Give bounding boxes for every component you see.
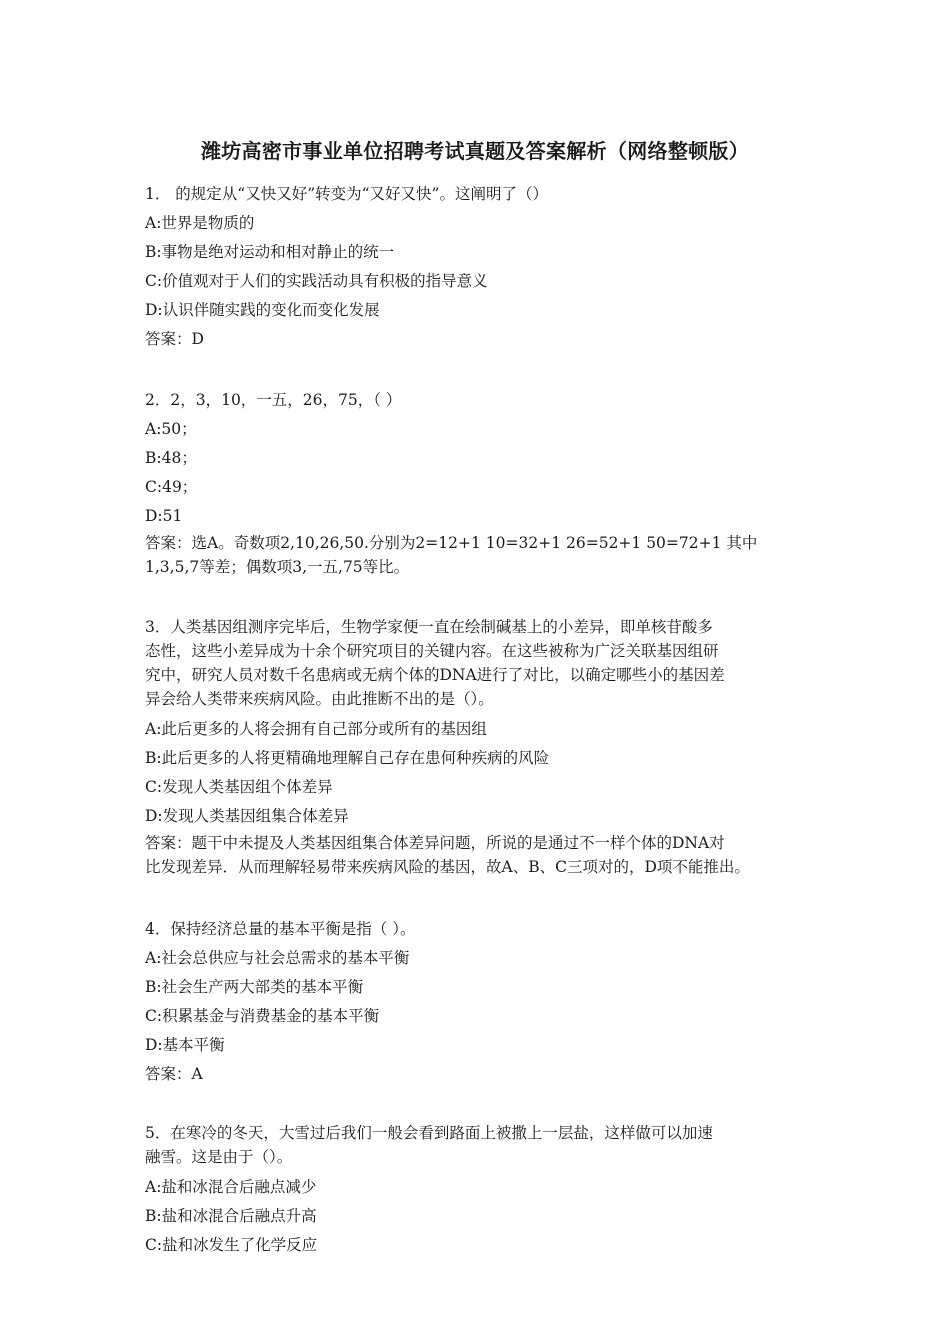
option-b: B:48； — [145, 449, 197, 467]
option-c: C:盐和冰发生了化学反应 — [145, 1236, 318, 1254]
question-4 — [145, 915, 825, 1089]
answer-line: 比发现差异．从而理解轻易带来疾病风险的基因，故A、B、C三项对的，D项不能推出。 — [145, 858, 750, 876]
option-a: A:世界是物质的 — [145, 214, 255, 232]
question-stem — [145, 1121, 825, 1169]
question-5 — [145, 1121, 825, 1260]
question-list — [145, 180, 825, 1260]
question-1 — [145, 180, 825, 354]
option-b: B:盐和冰混合后融点升高 — [145, 1207, 317, 1225]
option-c: C:49； — [145, 478, 198, 496]
question-stem: 4．保持经济总量的基本平衡是指（ ）。 — [145, 920, 416, 938]
answer — [145, 831, 825, 879]
answer — [145, 531, 825, 579]
answer: 答案：A — [145, 1065, 203, 1083]
question-stem: 1． 的规定从“又快又好”转变为“又好又快”。这阐明了（） — [145, 185, 548, 203]
spacer — [145, 354, 825, 386]
option-d: D:51 — [145, 507, 183, 525]
option-c: C:发现人类基因组个体差异 — [145, 778, 333, 796]
answer-line: 答案：题干中未提及人类基因组集合体差异问题，所说的是通过不一样个体的DNA对 — [145, 834, 725, 852]
spacer — [145, 883, 825, 915]
question-stem — [145, 615, 825, 711]
option-a: A:此后更多的人将会拥有自己部分或所有的基因组 — [145, 720, 487, 738]
answer-line: 1,3,5,7等差；偶数项3,一五,75等比。 — [145, 558, 410, 576]
option-b: B:社会生产两大部类的基本平衡 — [145, 978, 364, 996]
stem-line: 5．在寒冷的冬天，大雪过后我们一般会看到路面上被撒上一层盐，这样做可以加速 — [145, 1124, 713, 1142]
spacer — [145, 1089, 825, 1121]
option-d: D:基本平衡 — [145, 1036, 225, 1054]
question-stem: 2．2，3，10，一五，26，75，（ ） — [145, 391, 402, 409]
option-d: D:发现人类基因组集合体差异 — [145, 807, 349, 825]
stem-line: 态性，这些小差异成为十余个研究项目的关键内容。在这些被称为广泛关联基因组研 — [145, 642, 719, 660]
option-d: D:认识伴随实践的变化而变化发展 — [145, 301, 380, 319]
option-a: A:盐和冰混合后融点减少 — [145, 1178, 317, 1196]
question-3 — [145, 615, 825, 879]
option-b: B:此后更多的人将更精确地理解自己存在患何种疾病的风险 — [145, 749, 550, 767]
stem-line: 3．人类基因组测序完毕后，生物学家便一直在绘制碱基上的小差异，即单核苷酸多 — [145, 618, 713, 636]
document-title: 潍坊高密市事业单位招聘考试真题及答案解析（网络整顿版） — [200, 139, 750, 163]
option-a: A:50； — [145, 420, 197, 438]
answer: 答案：D — [145, 330, 204, 348]
stem-line: 异会给人类带来疾病风险。由此推断不出的是（）。 — [145, 690, 494, 708]
answer-line: 答案：选A。奇数项2,10,26,50.分别为2=12+1 10=32+1 26=52+1 50=72+1 其中 — [145, 534, 758, 552]
question-2 — [145, 386, 825, 579]
option-a: A:社会总供应与社会总需求的基本平衡 — [145, 949, 410, 967]
stem-line: 究中，研究人员对数千名患病或无病个体的DNA进行了对比，以确定哪些小的基因差 — [145, 666, 725, 684]
option-b: B:事物是绝对运动和相对静止的统一 — [145, 243, 395, 261]
option-c: C:价值观对于人们的实践活动具有积极的指导意义 — [145, 272, 488, 290]
stem-line: 融雪。这是由于（）。 — [145, 1148, 293, 1166]
option-c: C:积累基金与消费基金的基本平衡 — [145, 1007, 380, 1025]
spacer — [145, 583, 825, 615]
